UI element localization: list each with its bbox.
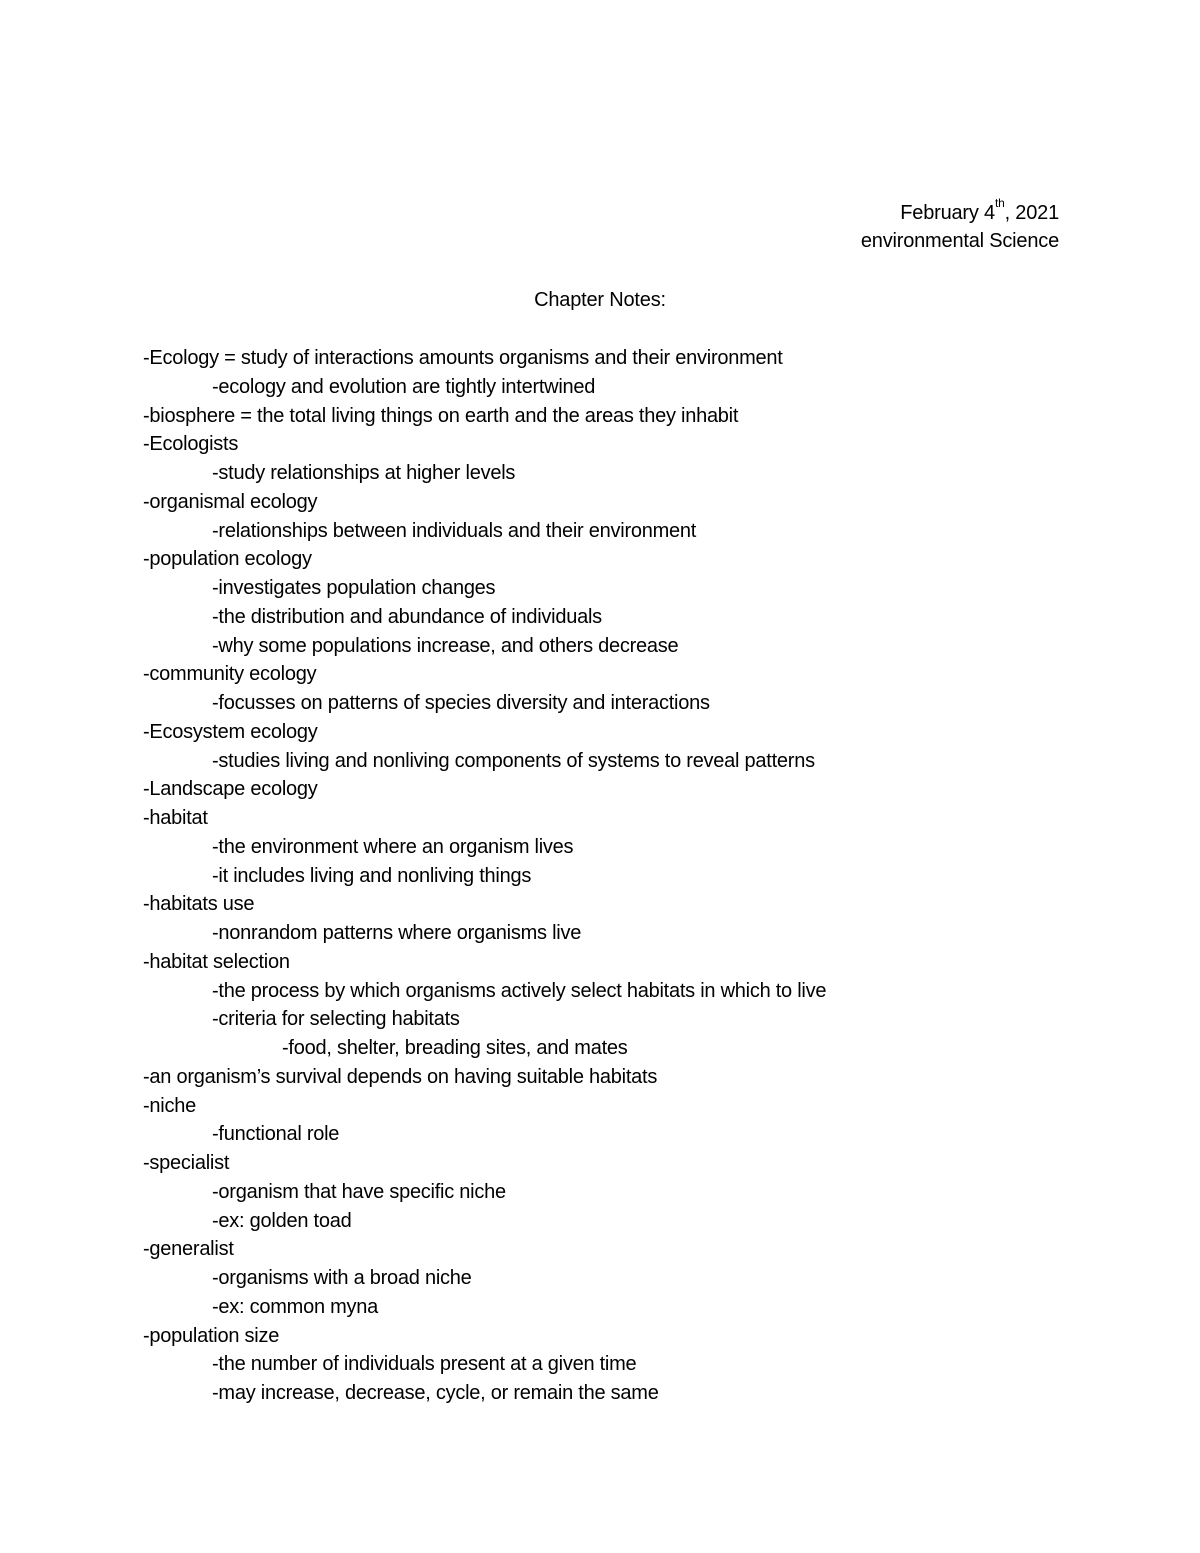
subject-line: environmental Science xyxy=(860,230,1059,252)
document-header xyxy=(860,196,1059,255)
note-line: -organisms with a broad niche xyxy=(212,1267,472,1289)
date-year: , 2021 xyxy=(1004,202,1059,224)
note-line: -ex: golden toad xyxy=(212,1209,352,1232)
note-line: -Ecology = study of interactions amounts organisms and their environment xyxy=(143,347,783,369)
note-line: -organismal ecology xyxy=(143,490,318,513)
note-line: -relationships between individuals and their environment xyxy=(212,519,697,542)
note-line: -food, shelter, breading sites, and mates xyxy=(282,1037,628,1059)
note-line: -niche xyxy=(143,1094,196,1117)
date-text: February 4 xyxy=(900,202,995,224)
note-line: -criteria for selecting habitats xyxy=(212,1008,460,1031)
note-line: -biosphere = the total living things on earth and the areas they inhabit xyxy=(143,404,739,427)
note-line: -an organism’s survival depends on having suitable habitats xyxy=(143,1065,658,1088)
note-line: -habitat selection xyxy=(143,950,290,973)
note-line: -habitats use xyxy=(143,893,255,916)
note-line: -the process by which organisms actively select habitats in which to live xyxy=(212,979,827,1002)
note-line: -focusses on patterns of species diversity and interactions xyxy=(212,692,710,714)
note-line: -the number of individuals present at a given time xyxy=(212,1353,637,1376)
page-title: Chapter Notes: xyxy=(534,289,666,311)
note-line: -it includes living and nonliving things xyxy=(212,864,532,887)
note-line: -the environment where an organism lives xyxy=(212,835,574,858)
note-line: -specialist xyxy=(143,1152,230,1174)
note-line: -the distribution and abundance of individuals xyxy=(212,605,602,628)
note-line: -functional role xyxy=(212,1123,340,1146)
note-line: -generalist xyxy=(143,1238,234,1261)
note-line: -may increase, decrease, cycle, or remain the same xyxy=(212,1382,659,1404)
note-line: -studies living and nonliving components of systems to reveal patterns xyxy=(212,749,815,772)
date-line xyxy=(861,196,1059,227)
note-line: -ecology and evolution are tightly intertwined xyxy=(212,375,596,398)
note-line: -Ecosystem ecology xyxy=(143,720,318,743)
note-line: -community ecology xyxy=(143,663,317,686)
date-ordinal-suffix: th xyxy=(994,196,1005,210)
note-line: -population size xyxy=(143,1324,280,1347)
note-line: -organism that have specific niche xyxy=(212,1180,506,1203)
note-line: -nonrandom patterns where organisms live xyxy=(212,922,582,944)
note-line: -investigates population changes xyxy=(212,577,496,599)
note-line: -habitat xyxy=(143,807,208,829)
note-line: -Ecologists xyxy=(143,433,239,456)
note-line: -population ecology xyxy=(143,548,312,571)
note-line: -Landscape ecology xyxy=(143,778,318,801)
note-line: -why some populations increase, and others decrease xyxy=(212,634,679,657)
notes-list xyxy=(143,344,1143,1408)
note-line: -study relationships at higher levels xyxy=(212,462,516,484)
note-line: -ex: common myna xyxy=(212,1295,379,1318)
